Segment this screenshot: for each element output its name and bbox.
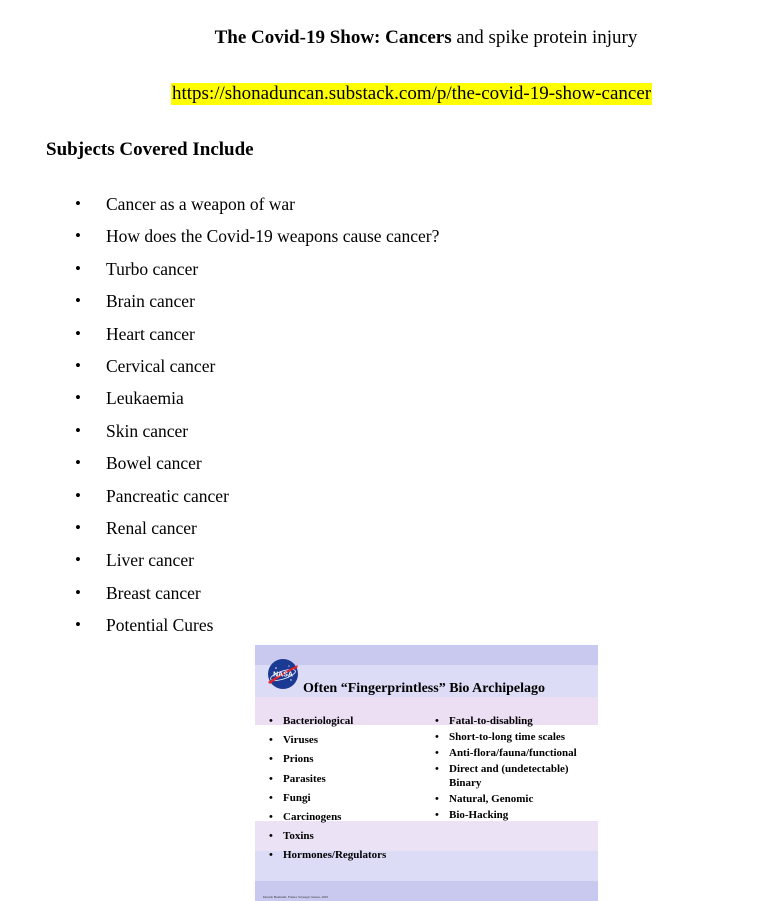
bullet-icon: • xyxy=(75,323,81,343)
bullet-icon: • xyxy=(75,453,81,473)
slide-right-list xyxy=(435,714,595,824)
nasa-logo-icon xyxy=(267,658,299,690)
slide-image xyxy=(255,645,598,901)
slide-item-text: Fungi xyxy=(283,791,311,804)
substack-link[interactable]: https://shonaduncan.substack.com/p/the-covid-19-show-cancer xyxy=(172,83,652,104)
bullet-icon: • xyxy=(269,715,273,727)
bullet-icon: • xyxy=(435,715,439,727)
slide-footer: Dennis Bushnell, Future Strategic Issues, 2001 xyxy=(263,895,329,899)
slide-item-text: Bacteriological xyxy=(283,715,354,727)
list-item xyxy=(435,808,595,822)
bullet-icon: • xyxy=(435,747,439,759)
bullet-icon: • xyxy=(75,194,81,213)
bullet-icon: • xyxy=(269,791,273,804)
bullet-icon: • xyxy=(75,291,81,311)
bullet-icon: • xyxy=(435,763,439,775)
slide-item-text: Direct and (undetectable) Binary xyxy=(449,763,569,789)
slide-item-text: Fatal-to-disabling xyxy=(449,715,533,727)
slide-item-text: Natural, Genomic xyxy=(449,793,534,805)
subject-text: Brain cancer xyxy=(106,291,195,312)
subject-text: Skin cancer xyxy=(106,420,189,441)
bullet-icon: • xyxy=(269,753,273,766)
bullet-icon: • xyxy=(269,830,273,843)
bullet-icon: • xyxy=(269,734,273,747)
list-item xyxy=(269,714,439,728)
bullet-icon: • xyxy=(75,388,81,408)
subject-text: Renal cancer xyxy=(106,517,197,538)
bullet-icon: • xyxy=(435,793,439,805)
bullet-icon: • xyxy=(75,258,81,278)
bullet-icon: • xyxy=(75,485,81,505)
subject-text: Turbo cancer xyxy=(106,258,199,279)
list-item xyxy=(269,829,439,843)
bullet-icon: • xyxy=(75,517,81,537)
list-item xyxy=(435,714,595,728)
subject-text: Heart cancer xyxy=(106,323,195,344)
subject-text: Liver cancer xyxy=(106,550,194,571)
bullet-icon: • xyxy=(75,615,81,635)
slide-item-text: Toxins xyxy=(283,830,314,843)
subjects-heading: Subjects Covered Include xyxy=(46,139,254,160)
slide-item-text: Anti-flora/fauna/functional xyxy=(449,747,577,759)
slide-item-text: Carcinogens xyxy=(283,810,342,823)
nasa-logo-text: NASA xyxy=(273,671,293,679)
document-title xyxy=(0,27,782,49)
slide-item-text: Prions xyxy=(283,753,314,766)
list-item xyxy=(269,848,439,862)
list-item xyxy=(435,762,595,790)
slide-item-text: Hormones/Regulators xyxy=(283,849,387,862)
bullet-icon: • xyxy=(75,355,81,375)
slide-item-text: Bio-Hacking xyxy=(449,809,509,821)
list-item xyxy=(269,752,439,766)
bullet-icon: • xyxy=(75,582,81,602)
list-item xyxy=(269,810,439,824)
bullet-icon: • xyxy=(435,731,439,743)
subject-text: How does the Covid-19 weapons cause cancer? xyxy=(106,226,440,247)
subject-text: Pancreatic cancer xyxy=(106,485,229,506)
bullet-icon: • xyxy=(269,772,273,785)
slide-left-list xyxy=(269,714,439,868)
bullet-icon: • xyxy=(435,809,439,821)
list-item xyxy=(435,746,595,760)
bullet-icon: • xyxy=(269,810,273,823)
subject-text: Potential Cures xyxy=(106,615,214,636)
list-item xyxy=(269,733,439,747)
slide-item-text: Parasites xyxy=(283,772,326,785)
subject-text: Bowel cancer xyxy=(106,453,202,474)
list-item xyxy=(435,730,595,744)
list-item xyxy=(269,791,439,805)
subject-text: Cancer as a weapon of war xyxy=(106,194,296,214)
slide-item-text: Short-to-long time scales xyxy=(449,731,566,743)
list-item xyxy=(435,792,595,806)
list-item xyxy=(269,772,439,786)
slide-item-text: Viruses xyxy=(283,734,319,747)
bullet-icon: • xyxy=(75,550,81,570)
document-title-bold: The Covid-19 Show: Cancers xyxy=(214,27,452,48)
document-title-rest: and spike protein injury xyxy=(451,27,638,48)
subject-text: Leukaemia xyxy=(106,388,184,409)
bullet-icon: • xyxy=(75,420,81,440)
bullet-icon: • xyxy=(75,226,81,246)
slide-band xyxy=(255,645,598,665)
slide-title: Often “Fingerprintless” Bio Archipelago xyxy=(303,681,546,696)
subject-text: Cervical cancer xyxy=(106,355,216,376)
bullet-icon: • xyxy=(269,849,273,862)
subject-text: Breast cancer xyxy=(106,582,201,603)
